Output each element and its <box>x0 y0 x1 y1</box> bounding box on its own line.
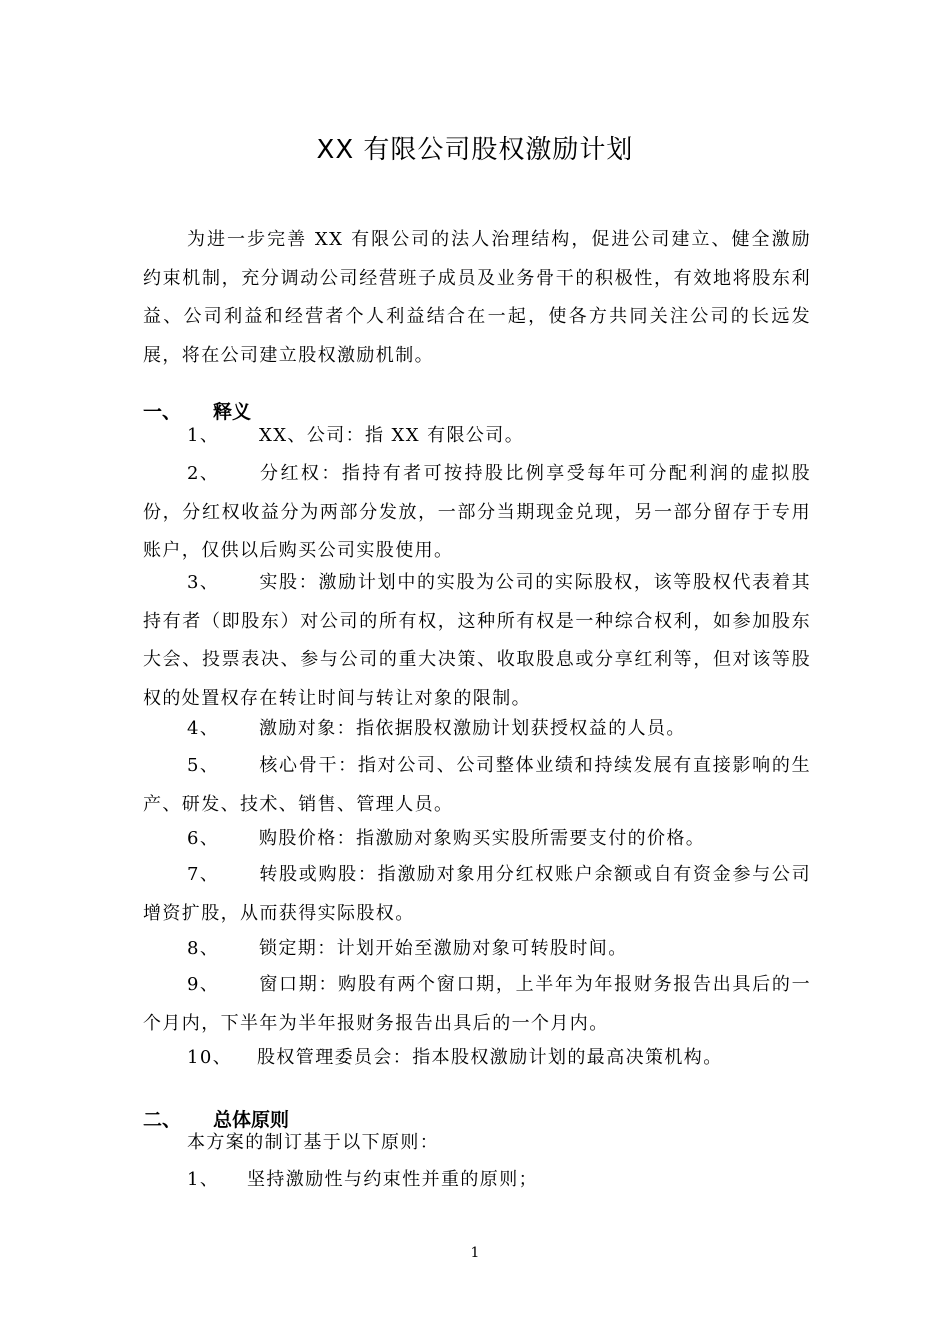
section-title: 总体原则 <box>213 1109 290 1131</box>
definition-item <box>143 1039 811 1078</box>
item-text: 实股：激励计划中的实股为公司的实际股权，该等股权代表着其持有者（即股东）对公司的所有权，这种所有权是一种综合权利，如参加股东大会、投票表决、参与公司的重大决策、收取股息或分享红利等，但对该等股权的处置权存在转让时间与转让对象的限制。 <box>143 572 811 709</box>
item-number: 5、 <box>187 755 220 776</box>
principle-item <box>187 1165 538 1195</box>
definition-item <box>143 747 811 824</box>
item-number: 1、 <box>187 425 220 446</box>
item-number: 10、 <box>187 1047 233 1068</box>
definition-item <box>143 417 811 456</box>
item-number: 6、 <box>187 828 220 849</box>
definition-item <box>143 710 811 749</box>
item-text: 分红权：指持有者可按持股比例享受每年可分配利润的虚拟股份，分红权收益分为两部分发放，一部分当期现金兑现，另一部分留存于专用账户，仅供以后购买公司实股使用。 <box>143 463 811 562</box>
item-text: 核心骨干：指对公司、公司整体业绩和持续发展有直接影响的生产、研发、技术、销售、管理人员。 <box>143 755 811 815</box>
item-text: 激励对象：指依据股权激励计划获授权益的人员。 <box>259 718 686 739</box>
definition-item <box>143 564 811 718</box>
item-number: 2、 <box>187 463 220 484</box>
definition-item <box>143 966 811 1043</box>
intro-paragraph: 为进一步完善 XX 有限公司的法人治理结构，促进公司建立、健全激励约束机制，充分调动公司经营班子成员及业务骨干的积极性，有效地将股东利益、公司利益和经营者个人利益结合在一起，使各方共同关注公司的长远发展，将在公司建立股权激励机制。 <box>143 229 811 366</box>
definition-item <box>143 455 811 571</box>
page-number: 1 <box>470 1245 480 1261</box>
item-number: 3、 <box>187 572 220 593</box>
item-number: 8、 <box>187 938 220 959</box>
item-number: 9、 <box>187 974 220 995</box>
document-title: XX 有限公司股权激励计划 <box>316 135 634 165</box>
definition-item <box>143 856 811 933</box>
section-title: 释义 <box>213 401 252 423</box>
item-text: 购股价格：指激励对象购买实股所需要支付的价格。 <box>259 828 706 849</box>
item-number: 4、 <box>187 718 220 739</box>
definition-item <box>143 820 811 859</box>
principles-lead: 本方案的制订基于以下原则： <box>187 1132 440 1153</box>
section-number: 二、 <box>143 1109 182 1131</box>
item-text: 窗口期：购股有两个窗口期，上半年为年报财务报告出具后的一个月内，下半年为半年报财务报告出具后的一个月内。 <box>143 974 811 1034</box>
item-text: 坚持激励性与约束性并重的原则； <box>247 1169 538 1190</box>
item-text: 锁定期：计划开始至激励对象可转股时间。 <box>259 938 628 959</box>
item-text: XX、公司：指 XX 有限公司。 <box>259 425 525 446</box>
item-number: 1、 <box>187 1169 220 1190</box>
section-number: 一、 <box>143 401 182 423</box>
definition-item <box>143 930 811 969</box>
item-number: 7、 <box>187 864 220 885</box>
item-text: 转股或购股：指激励对象用分红权账户余额或自有资金参与公司增资扩股，从而获得实际股权。 <box>143 864 811 924</box>
item-text: 股权管理委员会：指本股权激励计划的最高决策机构。 <box>257 1047 723 1068</box>
